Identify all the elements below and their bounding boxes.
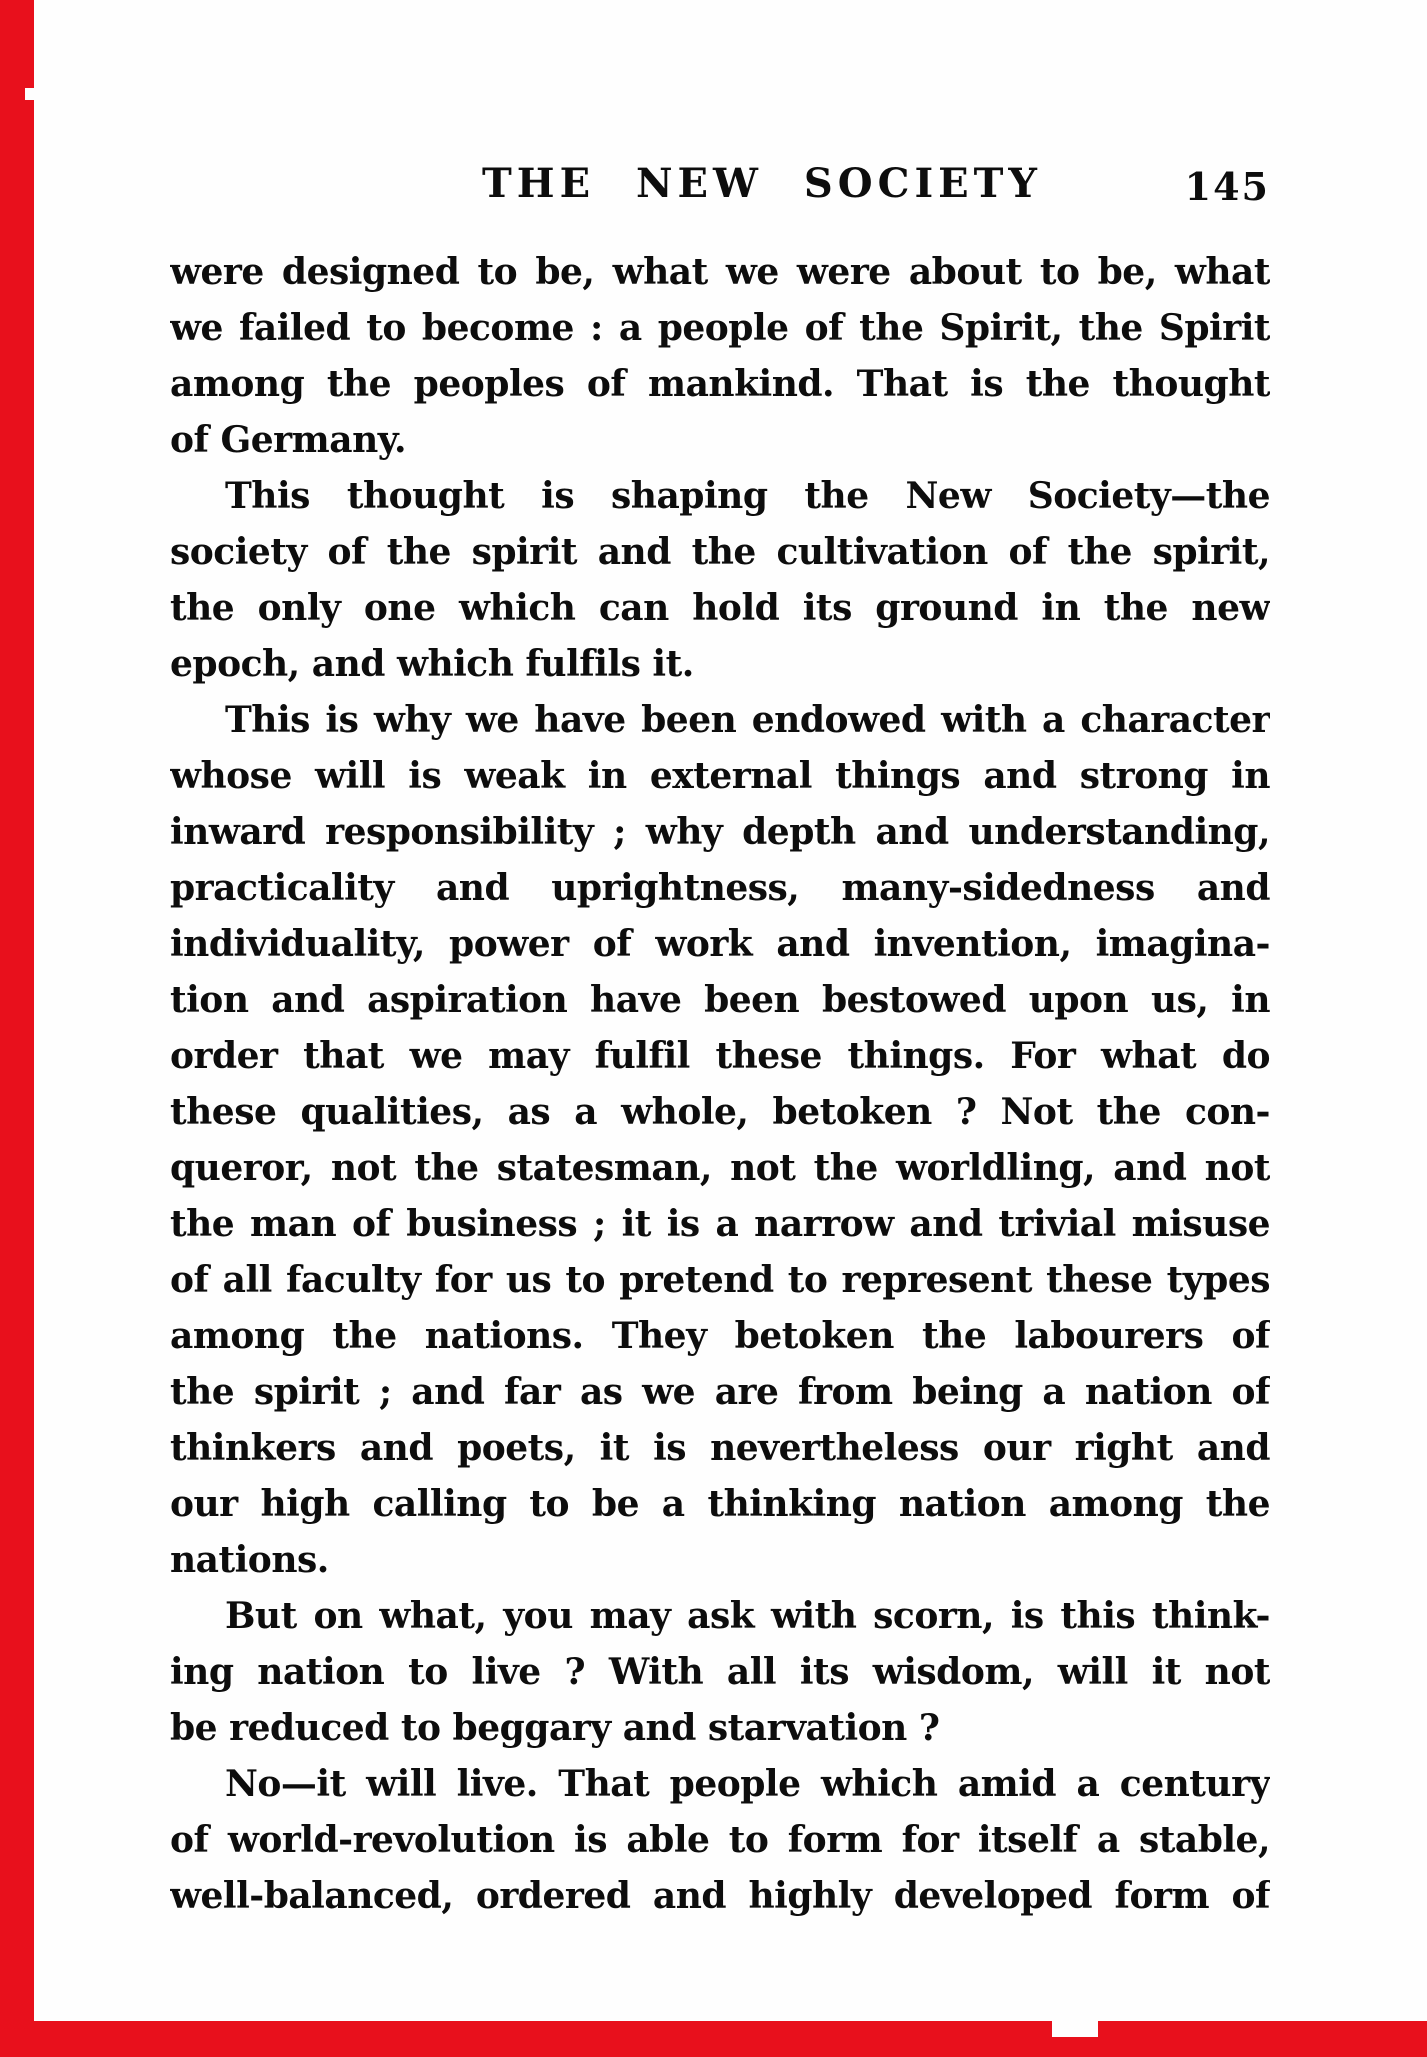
text-line: be reduced to beggary and starvation ? bbox=[170, 1707, 940, 1749]
text-line: inward responsibility ; why depth and understanding, bbox=[170, 811, 1270, 853]
running-header-title: THE NEW SOCIETY bbox=[482, 160, 1042, 207]
text-block bbox=[170, 160, 1270, 1924]
text-line: epoch, and which fulfils it. bbox=[170, 643, 694, 685]
text-line: the only one which can hold its ground in the new bbox=[170, 587, 1270, 629]
page-number: 145 bbox=[1184, 164, 1270, 209]
paragraph bbox=[170, 692, 1270, 1588]
text-line: tion and aspiration have been bestowed upon us, in bbox=[170, 979, 1270, 1021]
text-line: thinkers and poets, it is nevertheless our right and bbox=[170, 1427, 1270, 1469]
text-line: whose will is weak in external things and strong in bbox=[170, 755, 1270, 797]
text-line: nations. bbox=[170, 1539, 329, 1581]
text-line: of Germany. bbox=[170, 419, 407, 461]
text-line: queror, not the statesman, not the worldling, and not bbox=[170, 1147, 1270, 1189]
paragraph bbox=[170, 244, 1270, 468]
text-line: we failed to become : a people of the Spirit, the Spirit bbox=[170, 307, 1270, 349]
scan-edge-notch bbox=[25, 88, 34, 100]
text-line: ing nation to live ? With all its wisdom, will it not bbox=[170, 1651, 1270, 1693]
text-line: the man of business ; it is a narrow and trivial misuse bbox=[170, 1203, 1270, 1245]
text-line: order that we may fulfil these things. For what do bbox=[170, 1035, 1270, 1077]
text-line: our high calling to be a thinking nation among the bbox=[170, 1483, 1270, 1525]
scan-edge-artifact-bottom bbox=[0, 2021, 1427, 2057]
scan-edge-artifact-left bbox=[0, 0, 34, 2057]
text-line: the spirit ; and far as we are from being a nation of bbox=[170, 1371, 1270, 1413]
text-line: But on what, you may ask with scorn, is this think- bbox=[225, 1595, 1270, 1637]
text-line: practicality and uprightness, many-sidedness and bbox=[170, 867, 1270, 909]
paragraph bbox=[170, 1588, 1270, 1756]
text-line: among the peoples of mankind. That is the thought bbox=[170, 363, 1270, 405]
text-line: This thought is shaping the New Society—the bbox=[225, 475, 1270, 517]
text-line: among the nations. They betoken the labourers of bbox=[170, 1315, 1270, 1357]
text-line: were designed to be, what we were about to be, what bbox=[170, 251, 1270, 293]
text-line: society of the spirit and the cultivation of the spirit, bbox=[170, 531, 1270, 573]
text-line: individuality, power of work and invention, imagina- bbox=[170, 923, 1270, 965]
text-line: of world-revolution is able to form for itself a stable, bbox=[170, 1819, 1270, 1861]
text-line: of all faculty for us to pretend to represent these types bbox=[170, 1259, 1270, 1301]
text-line: these qualities, as a whole, betoken ? Not the con- bbox=[170, 1091, 1270, 1133]
text-line: well-balanced, ordered and highly developed form of bbox=[170, 1875, 1270, 1917]
body-text bbox=[170, 244, 1270, 1924]
running-header bbox=[170, 160, 1270, 220]
text-line: No—it will live. That people which amid a century bbox=[225, 1763, 1270, 1805]
text-line: This is why we have been endowed with a character bbox=[225, 699, 1270, 741]
paragraph bbox=[170, 1756, 1270, 1924]
paragraph bbox=[170, 468, 1270, 692]
scan-edge-notch bbox=[1052, 2021, 1098, 2037]
